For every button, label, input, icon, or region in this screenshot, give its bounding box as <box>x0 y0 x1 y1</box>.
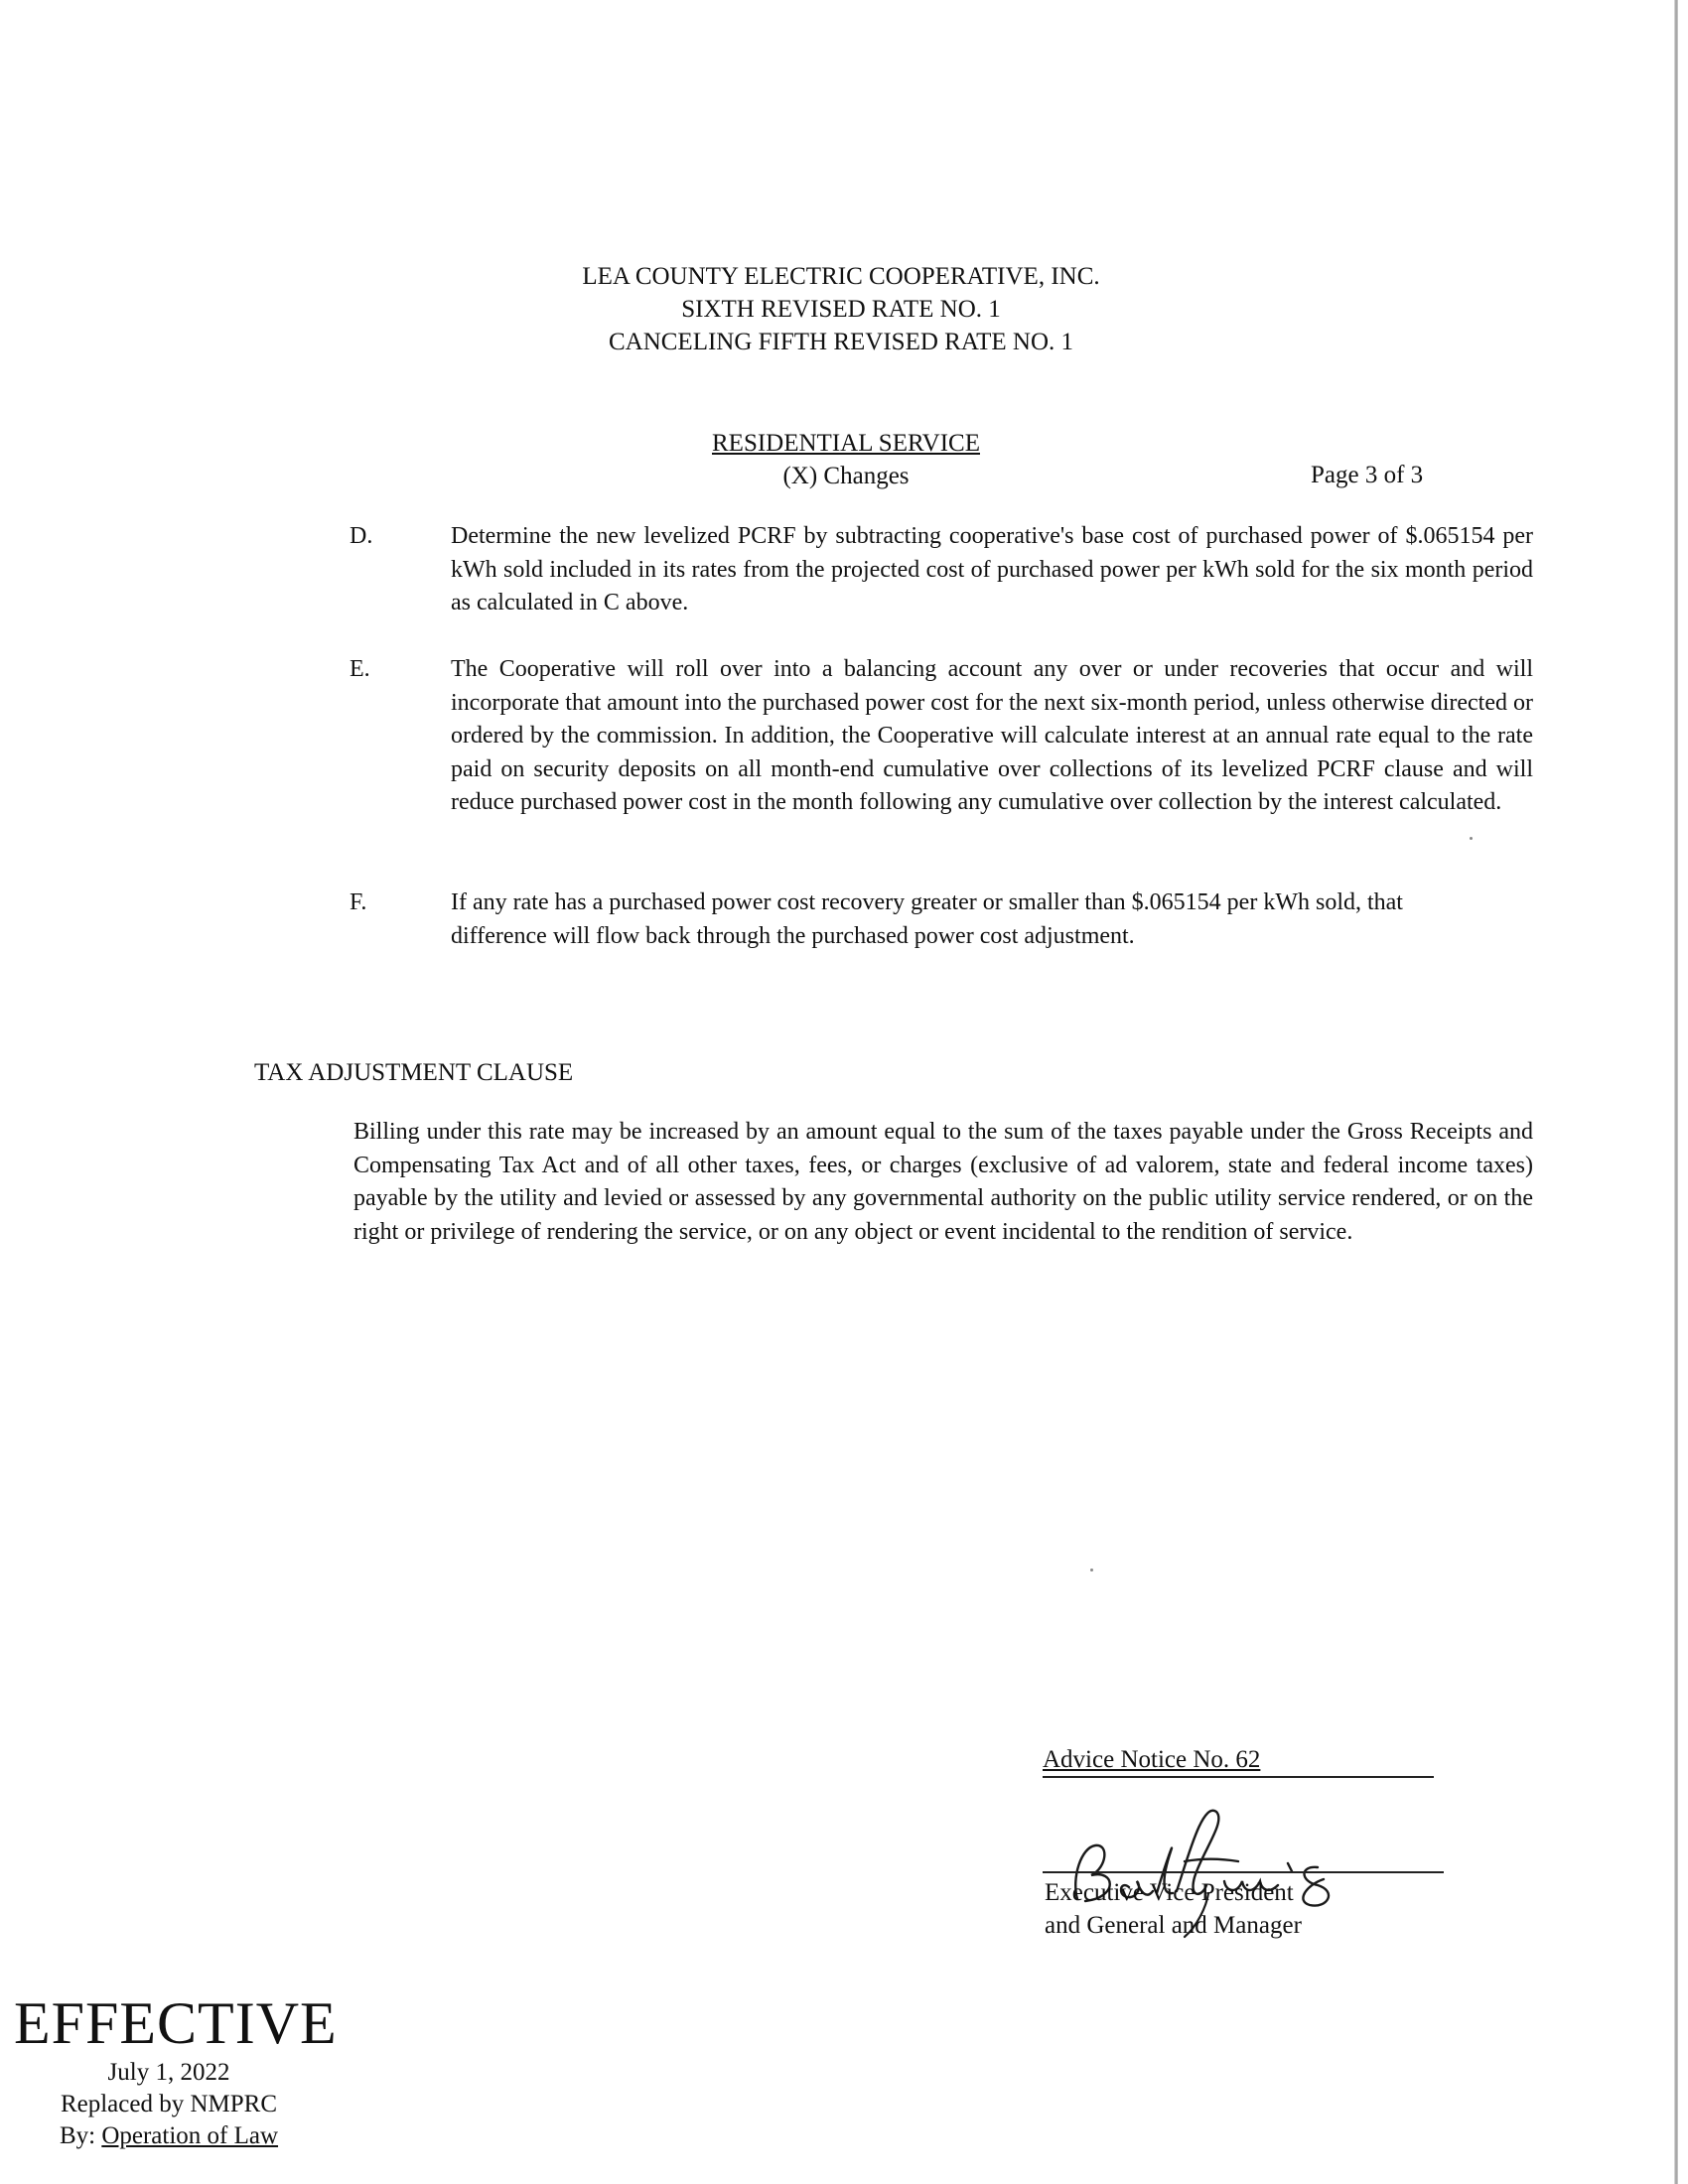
authority-value: Operation of Law <box>101 2122 279 2149</box>
item-text: If any rate has a purchased power cost recovery greater or smaller than $.065154 per kWh sold, that difference will flow back through the purchased power cost adjustment. <box>451 889 1403 949</box>
item-letter: D. <box>350 523 373 549</box>
tax-heading: TAX ADJUSTMENT CLAUSE <box>254 1059 574 1086</box>
section-title: RESIDENTIAL SERVICE <box>712 430 980 457</box>
document-header <box>556 260 1126 358</box>
item-letter: E. <box>350 656 370 682</box>
page-number: Page 3 of 3 <box>1311 462 1424 488</box>
signer-title-line2: and General and Manager <box>1045 1912 1302 1939</box>
advice-notice <box>1043 1743 1434 1778</box>
authority-line <box>20 2120 318 2152</box>
scan-speck <box>1470 837 1473 840</box>
tax-body: Billing under this rate may be increased by an amount equal to the sum of the taxes payable under the Gross Receipts and Compensating Tax Act and of all other taxes, fees, or charges (exclusive of ad valorem, state and federal income taxes) payable by the utility and levied or assessed by any governmental authority on the public utility service rendered, or on the right or privilege of rendering the service, or on any object or event incidental to the rendition of service. <box>353 1119 1533 1245</box>
authority-label: By: <box>59 2122 102 2149</box>
effective-stamp: EFFECTIVE <box>14 1990 338 2056</box>
replaced-by: Replaced by NMPRC <box>60 2091 278 2117</box>
section-heading <box>675 427 1017 492</box>
canceled-rate: CANCELING FIFTH REVISED RATE NO. 1 <box>608 329 1074 355</box>
rate-number: SIXTH REVISED RATE NO. 1 <box>681 296 1001 323</box>
cooperative-name: LEA COUNTY ELECTRIC COOPERATIVE, INC. <box>582 263 1100 290</box>
item-text: The Cooperative will roll over into a balancing account any over or under recoveries that occur and will incorporate that amount into the purchased power cost for the next six-month period, unless otherwise directed or ordered by the commission. In addition, the Cooperative will calculate interest at an annual rate equal to the rate paid on security deposits on all month-end cumulative over collections of its levelized PCRF clause and will reduce purchased power cost in the month following any cumulative over collection by the interest calculated. <box>451 656 1533 815</box>
signature-line <box>1043 1871 1444 1873</box>
item-letter: F. <box>350 889 367 915</box>
signer-title-line1: Executive Vice President <box>1045 1879 1294 1906</box>
effective-details <box>20 2057 318 2152</box>
item-text: Determine the new levelized PCRF by subtracting cooperative's base cost of purchased power of $.065154 per kWh sold included in its rates from the projected cost of purchased power per kWh sold for the six month period as calculated in C above. <box>451 523 1533 615</box>
scan-speck <box>1090 1569 1093 1571</box>
effective-date: July 1, 2022 <box>107 2059 230 2086</box>
changes-marker: (X) Changes <box>782 463 910 489</box>
advice-notice-text: Advice Notice No. 62 <box>1043 1746 1261 1773</box>
scan-edge <box>1674 0 1678 2184</box>
signer-title <box>1045 1876 1302 1942</box>
